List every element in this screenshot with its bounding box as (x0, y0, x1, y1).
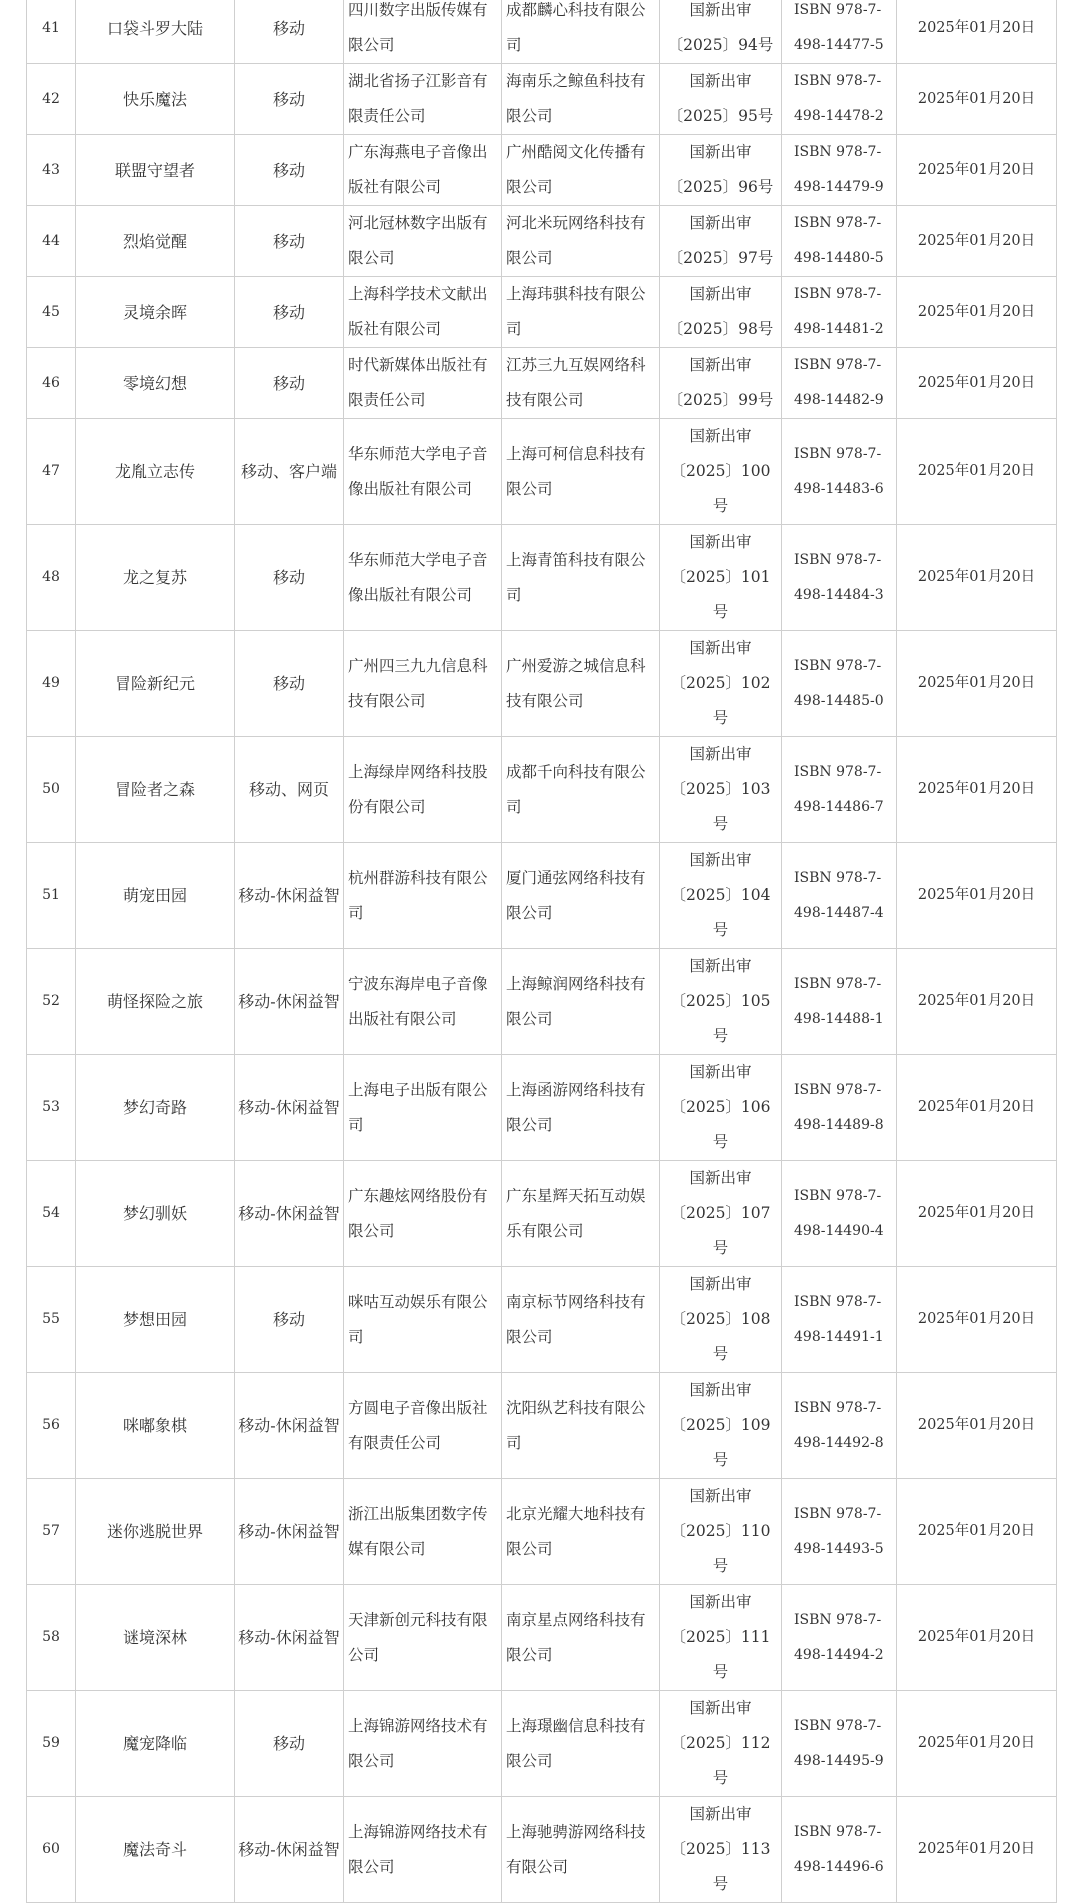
row-number-cell: 42 (27, 64, 76, 135)
approval-date-cell: 2025年01月20日 (897, 525, 1057, 631)
table-body (27, 0, 1057, 1903)
isbn-cell (782, 1161, 897, 1267)
table-row (27, 206, 1057, 277)
approval-date-cell: 2025年01月20日 (897, 1585, 1057, 1691)
table-row (27, 631, 1057, 737)
game-approval-table (26, 0, 1057, 1903)
platform-cell: 移动 (235, 0, 344, 64)
isbn-cell (782, 419, 897, 525)
approval-number-line: 〔2025〕97号 (667, 249, 774, 267)
game-name-cell: 咪嘟象棋 (76, 1373, 235, 1479)
approval-date-cell: 2025年01月20日 (897, 631, 1057, 737)
row-number-cell: 50 (27, 737, 76, 843)
publisher-cell: 上海科学技术文献出版社有限公司 (344, 277, 502, 348)
isbn-cell (782, 525, 897, 631)
approval-number-cell (660, 135, 782, 206)
isbn-line: ISBN 978-7- (794, 215, 882, 231)
table-row (27, 1691, 1057, 1797)
approval-date-cell: 2025年01月20日 (897, 949, 1057, 1055)
approval-number-line: 国新出审 (689, 745, 752, 763)
row-number-cell: 55 (27, 1267, 76, 1373)
isbn-line: ISBN 978-7- (794, 1399, 882, 1416)
isbn-line: 498-14492-8 (794, 1434, 884, 1451)
table-row (27, 1585, 1057, 1691)
platform-cell: 移动-休闲益智 (235, 1373, 344, 1479)
approval-number-line: 国新出审 (689, 1, 752, 19)
isbn-line: 498-14488-1 (794, 1010, 884, 1027)
isbn-line: 498-14477-5 (794, 37, 884, 53)
game-name-cell: 冒险者之森 (76, 737, 235, 843)
approval-number-line: 国新出审 (689, 72, 752, 90)
isbn-line: ISBN 978-7- (794, 73, 882, 89)
approval-number-line: 〔2025〕104号 (670, 886, 771, 939)
operator-cell: 成都千向科技有限公司 (502, 737, 660, 843)
publisher-cell: 天津新创元科技有限公司 (344, 1585, 502, 1691)
game-approval-table-wrapper (26, 0, 1056, 1903)
table-row (27, 1479, 1057, 1585)
approval-number-line: 国新出审 (689, 957, 752, 975)
table-row (27, 1267, 1057, 1373)
operator-cell: 沈阳纵艺科技有限公司 (502, 1373, 660, 1479)
approval-number-cell (660, 949, 782, 1055)
platform-cell: 移动、网页 (235, 737, 344, 843)
table-row (27, 1373, 1057, 1479)
isbn-cell (782, 1691, 897, 1797)
row-number-cell: 53 (27, 1055, 76, 1161)
table-row (27, 135, 1057, 206)
isbn-line: 498-14486-7 (794, 798, 884, 815)
isbn-cell (782, 1267, 897, 1373)
operator-cell: 广东星辉天拓互动娱乐有限公司 (502, 1161, 660, 1267)
publisher-cell: 华东师范大学电子音像出版社有限公司 (344, 525, 502, 631)
game-name-cell: 联盟守望者 (76, 135, 235, 206)
publisher-cell: 上海绿岸网络科技股份有限公司 (344, 737, 502, 843)
approval-number-cell (660, 348, 782, 419)
isbn-line: ISBN 978-7- (794, 2, 882, 18)
isbn-line: 498-14495-9 (794, 1752, 884, 1769)
row-number-cell: 47 (27, 419, 76, 525)
publisher-cell: 四川数字出版传媒有限公司 (344, 0, 502, 64)
publisher-cell: 华东师范大学电子音像出版社有限公司 (344, 419, 502, 525)
approval-number-line: 国新出审 (689, 285, 752, 303)
isbn-line: 498-14489-8 (794, 1116, 884, 1133)
approval-date-cell: 2025年01月20日 (897, 1479, 1057, 1585)
row-number-cell: 48 (27, 525, 76, 631)
table-row (27, 64, 1057, 135)
isbn-line: ISBN 978-7- (794, 286, 882, 302)
platform-cell: 移动 (235, 135, 344, 206)
approval-number-cell (660, 1479, 782, 1585)
isbn-cell (782, 64, 897, 135)
approval-number-line: 〔2025〕110号 (670, 1522, 771, 1575)
isbn-line: ISBN 978-7- (794, 869, 882, 886)
game-name-cell: 冒险新纪元 (76, 631, 235, 737)
approval-number-line: 〔2025〕101号 (670, 568, 771, 621)
approval-number-line: 国新出审 (689, 1699, 752, 1717)
row-number-cell: 59 (27, 1691, 76, 1797)
approval-number-cell (660, 737, 782, 843)
approval-number-line: 〔2025〕106号 (670, 1098, 771, 1151)
approval-number-cell (660, 631, 782, 737)
row-number-cell: 56 (27, 1373, 76, 1479)
approval-date-cell: 2025年01月20日 (897, 419, 1057, 525)
approval-number-cell (660, 525, 782, 631)
approval-number-line: 国新出审 (689, 143, 752, 161)
approval-number-line: 〔2025〕113号 (670, 1840, 771, 1893)
isbn-line: 498-14494-2 (794, 1646, 884, 1663)
game-name-cell: 快乐魔法 (76, 64, 235, 135)
isbn-line: ISBN 978-7- (794, 975, 882, 992)
table-row (27, 737, 1057, 843)
isbn-line: 498-14478-2 (794, 108, 884, 124)
isbn-line: ISBN 978-7- (794, 763, 882, 780)
approval-number-line: 国新出审 (689, 1487, 752, 1505)
row-number-cell: 58 (27, 1585, 76, 1691)
approval-number-cell (660, 1691, 782, 1797)
operator-cell: 上海函游网络科技有限公司 (502, 1055, 660, 1161)
isbn-line: 498-14496-6 (794, 1858, 884, 1875)
game-name-cell: 零境幻想 (76, 348, 235, 419)
approval-date-cell: 2025年01月20日 (897, 0, 1057, 64)
approval-number-line: 国新出审 (689, 356, 752, 374)
row-number-cell: 57 (27, 1479, 76, 1585)
approval-number-cell (660, 1585, 782, 1691)
operator-cell: 上海璟幽信息科技有限公司 (502, 1691, 660, 1797)
approval-date-cell: 2025年01月20日 (897, 206, 1057, 277)
approval-number-line: 〔2025〕102号 (670, 674, 771, 727)
isbn-cell (782, 1797, 897, 1903)
row-number-cell: 41 (27, 0, 76, 64)
approval-date-cell: 2025年01月20日 (897, 843, 1057, 949)
publisher-cell: 湖北省扬子江影音有限责任公司 (344, 64, 502, 135)
isbn-line: 498-14493-5 (794, 1540, 884, 1557)
approval-date-cell: 2025年01月20日 (897, 277, 1057, 348)
isbn-line: ISBN 978-7- (794, 357, 882, 373)
platform-cell: 移动-休闲益智 (235, 1161, 344, 1267)
isbn-cell (782, 135, 897, 206)
approval-date-cell: 2025年01月20日 (897, 737, 1057, 843)
isbn-line: ISBN 978-7- (794, 1293, 882, 1310)
publisher-cell: 方圆电子音像出版社有限责任公司 (344, 1373, 502, 1479)
row-number-cell: 45 (27, 277, 76, 348)
approval-date-cell: 2025年01月20日 (897, 64, 1057, 135)
game-name-cell: 梦幻驯妖 (76, 1161, 235, 1267)
game-name-cell: 谜境深林 (76, 1585, 235, 1691)
approval-number-line: 〔2025〕99号 (667, 391, 774, 409)
game-name-cell: 龙之复苏 (76, 525, 235, 631)
game-name-cell: 烈焰觉醒 (76, 206, 235, 277)
approval-number-line: 〔2025〕98号 (667, 320, 774, 338)
isbn-line: 498-14490-4 (794, 1222, 884, 1239)
operator-cell: 南京标节网络科技有限公司 (502, 1267, 660, 1373)
row-number-cell: 52 (27, 949, 76, 1055)
approval-number-line: 国新出审 (689, 214, 752, 232)
approval-number-line: 〔2025〕108号 (670, 1310, 771, 1363)
isbn-cell (782, 1055, 897, 1161)
table-row (27, 419, 1057, 525)
isbn-line: ISBN 978-7- (794, 1505, 882, 1522)
game-name-cell: 魔宠降临 (76, 1691, 235, 1797)
approval-date-cell: 2025年01月20日 (897, 1267, 1057, 1373)
approval-number-line: 〔2025〕96号 (667, 178, 774, 196)
row-number-cell: 49 (27, 631, 76, 737)
isbn-line: ISBN 978-7- (794, 551, 882, 568)
platform-cell: 移动 (235, 277, 344, 348)
approval-number-line: 国新出审 (689, 1275, 752, 1293)
approval-date-cell: 2025年01月20日 (897, 1055, 1057, 1161)
isbn-line: 498-14481-2 (794, 321, 884, 337)
approval-number-cell (660, 1161, 782, 1267)
operator-cell: 厦门通弦网络科技有限公司 (502, 843, 660, 949)
operator-cell: 成都麟心科技有限公司 (502, 0, 660, 64)
approval-number-cell (660, 277, 782, 348)
publisher-cell: 杭州群游科技有限公司 (344, 843, 502, 949)
isbn-line: 498-14485-0 (794, 692, 884, 709)
platform-cell: 移动-休闲益智 (235, 1797, 344, 1903)
operator-cell: 广州酷阅文化传播有限公司 (502, 135, 660, 206)
approval-number-line: 〔2025〕95号 (667, 107, 774, 125)
platform-cell: 移动-休闲益智 (235, 1585, 344, 1691)
isbn-cell (782, 1479, 897, 1585)
platform-cell: 移动-休闲益智 (235, 1055, 344, 1161)
publisher-cell: 咪咕互动娱乐有限公司 (344, 1267, 502, 1373)
approval-date-cell: 2025年01月20日 (897, 1797, 1057, 1903)
isbn-line: 498-14480-5 (794, 250, 884, 266)
approval-number-cell (660, 0, 782, 64)
operator-cell: 广州爱游之城信息科技有限公司 (502, 631, 660, 737)
approval-number-line: 〔2025〕94号 (667, 36, 774, 54)
operator-cell: 上海可柯信息科技有限公司 (502, 419, 660, 525)
platform-cell: 移动 (235, 631, 344, 737)
approval-number-line: 国新出审 (689, 1805, 752, 1823)
approval-date-cell: 2025年01月20日 (897, 1691, 1057, 1797)
approval-number-line: 国新出审 (689, 1169, 752, 1187)
table-row (27, 1797, 1057, 1903)
row-number-cell: 60 (27, 1797, 76, 1903)
approval-number-line: 〔2025〕112号 (670, 1734, 771, 1787)
approval-number-cell (660, 1373, 782, 1479)
approval-number-cell (660, 419, 782, 525)
isbn-cell (782, 277, 897, 348)
approval-number-cell (660, 1797, 782, 1903)
platform-cell: 移动-休闲益智 (235, 1479, 344, 1585)
game-name-cell: 萌宠田园 (76, 843, 235, 949)
isbn-cell (782, 843, 897, 949)
operator-cell: 上海青笛科技有限公司 (502, 525, 660, 631)
platform-cell: 移动-休闲益智 (235, 843, 344, 949)
game-name-cell: 梦幻奇路 (76, 1055, 235, 1161)
game-name-cell: 龙胤立志传 (76, 419, 235, 525)
approval-number-cell (660, 1267, 782, 1373)
isbn-cell (782, 737, 897, 843)
publisher-cell: 上海锦游网络技术有限公司 (344, 1797, 502, 1903)
platform-cell: 移动 (235, 348, 344, 419)
publisher-cell: 河北冠林数字出版有限公司 (344, 206, 502, 277)
publisher-cell: 广东趣炫网络股份有限公司 (344, 1161, 502, 1267)
approval-date-cell: 2025年01月20日 (897, 1161, 1057, 1267)
isbn-line: ISBN 978-7- (794, 1717, 882, 1734)
isbn-line: 498-14483-6 (794, 480, 884, 497)
approval-date-cell: 2025年01月20日 (897, 1373, 1057, 1479)
operator-cell: 上海玮骐科技有限公司 (502, 277, 660, 348)
table-row (27, 348, 1057, 419)
approval-number-line: 国新出审 (689, 1381, 752, 1399)
isbn-line: 498-14487-4 (794, 904, 884, 921)
approval-number-line: 国新出审 (689, 1593, 752, 1611)
row-number-cell: 51 (27, 843, 76, 949)
isbn-line: 498-14484-3 (794, 586, 884, 603)
table-row (27, 0, 1057, 64)
isbn-line: ISBN 978-7- (794, 144, 882, 160)
row-number-cell: 46 (27, 348, 76, 419)
game-name-cell: 梦想田园 (76, 1267, 235, 1373)
platform-cell: 移动 (235, 1267, 344, 1373)
row-number-cell: 43 (27, 135, 76, 206)
approval-number-cell (660, 843, 782, 949)
operator-cell: 江苏三九互娱网络科技有限公司 (502, 348, 660, 419)
operator-cell: 北京光耀大地科技有限公司 (502, 1479, 660, 1585)
publisher-cell: 浙江出版集团数字传媒有限公司 (344, 1479, 502, 1585)
isbn-cell (782, 949, 897, 1055)
isbn-cell (782, 1585, 897, 1691)
approval-number-line: 国新出审 (689, 851, 752, 869)
platform-cell: 移动 (235, 1691, 344, 1797)
isbn-line: ISBN 978-7- (794, 1081, 882, 1098)
isbn-line: ISBN 978-7- (794, 1823, 882, 1840)
table-row (27, 1161, 1057, 1267)
approval-number-line: 〔2025〕105号 (670, 992, 771, 1045)
table-row (27, 277, 1057, 348)
table-row (27, 843, 1057, 949)
row-number-cell: 54 (27, 1161, 76, 1267)
publisher-cell: 宁波东海岸电子音像出版社有限公司 (344, 949, 502, 1055)
operator-cell: 南京星点网络科技有限公司 (502, 1585, 660, 1691)
game-name-cell: 萌怪探险之旅 (76, 949, 235, 1055)
isbn-line: ISBN 978-7- (794, 1611, 882, 1628)
approval-date-cell: 2025年01月20日 (897, 135, 1057, 206)
isbn-cell (782, 631, 897, 737)
operator-cell: 上海驰骋游网络科技有限公司 (502, 1797, 660, 1903)
isbn-cell (782, 348, 897, 419)
approval-number-cell (660, 1055, 782, 1161)
isbn-line: 498-14482-9 (794, 392, 884, 408)
approval-number-line: 〔2025〕109号 (670, 1416, 771, 1469)
row-number-cell: 44 (27, 206, 76, 277)
approval-number-line: 〔2025〕103号 (670, 780, 771, 833)
game-name-cell: 魔法奇斗 (76, 1797, 235, 1903)
publisher-cell: 时代新媒体出版社有限责任公司 (344, 348, 502, 419)
approval-number-line: 〔2025〕111号 (670, 1628, 771, 1681)
platform-cell: 移动 (235, 525, 344, 631)
operator-cell: 河北米玩网络科技有限公司 (502, 206, 660, 277)
approval-number-cell (660, 64, 782, 135)
table-row (27, 1055, 1057, 1161)
approval-number-line: 国新出审 (689, 427, 752, 445)
operator-cell: 海南乐之鲸鱼科技有限公司 (502, 64, 660, 135)
isbn-line: ISBN 978-7- (794, 445, 882, 462)
platform-cell: 移动 (235, 206, 344, 277)
platform-cell: 移动、客户端 (235, 419, 344, 525)
operator-cell: 上海鲸润网络科技有限公司 (502, 949, 660, 1055)
approval-number-line: 国新出审 (689, 1063, 752, 1081)
approval-number-line: 国新出审 (689, 533, 752, 551)
platform-cell: 移动 (235, 64, 344, 135)
isbn-line: ISBN 978-7- (794, 657, 882, 674)
publisher-cell: 广东海燕电子音像出版社有限公司 (344, 135, 502, 206)
game-name-cell: 灵境余晖 (76, 277, 235, 348)
table-row (27, 949, 1057, 1055)
isbn-line: 498-14491-1 (794, 1328, 884, 1345)
isbn-cell (782, 206, 897, 277)
approval-number-line: 〔2025〕100号 (670, 462, 771, 515)
isbn-cell (782, 1373, 897, 1479)
publisher-cell: 上海电子出版有限公司 (344, 1055, 502, 1161)
publisher-cell: 上海锦游网络技术有限公司 (344, 1691, 502, 1797)
game-name-cell: 口袋斗罗大陆 (76, 0, 235, 64)
approval-number-cell (660, 206, 782, 277)
table-row (27, 525, 1057, 631)
game-name-cell: 迷你逃脱世界 (76, 1479, 235, 1585)
isbn-cell (782, 0, 897, 64)
publisher-cell: 广州四三九九信息科技有限公司 (344, 631, 502, 737)
approval-number-line: 国新出审 (689, 639, 752, 657)
approval-date-cell: 2025年01月20日 (897, 348, 1057, 419)
platform-cell: 移动-休闲益智 (235, 949, 344, 1055)
isbn-line: 498-14479-9 (794, 179, 884, 195)
approval-number-line: 〔2025〕107号 (670, 1204, 771, 1257)
isbn-line: ISBN 978-7- (794, 1187, 882, 1204)
